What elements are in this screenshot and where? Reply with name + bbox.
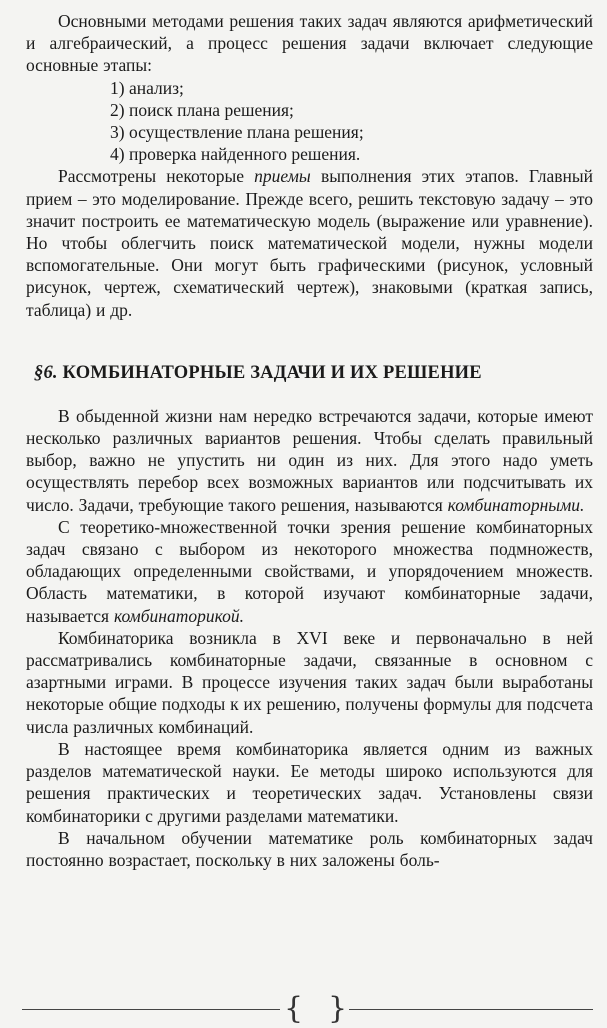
paragraph-text: С теоретико-множественной точки зрения решение комбинаторных задач связано с выбором из некоторого множества подмножеств, обладающих определенными свойствами, и упорядочением множеств. Область математики, в которой изучают комбинаторные задачи, называется (26, 516, 593, 626)
term-emphasis: комбинаторными. (447, 494, 585, 515)
stage-item: 4) проверка найденного решения. (110, 144, 361, 165)
paragraph-primary-education: В начальном обучении математике роль комбинаторных задач постоянно возрастает, поскольку в них заложены боль- (26, 827, 593, 870)
footer-brace-open: { (284, 991, 304, 1026)
page-footer (22, 988, 593, 1028)
paragraph-set-theory (26, 516, 593, 627)
paragraph-combinatorial-tasks (26, 405, 593, 516)
methods-paragraph (26, 165, 593, 320)
term-emphasis: комбинаторикой. (113, 605, 244, 626)
paragraph-text: В обыденной жизни нам нередко встречаются задачи, которые имеют несколько различных вариантов решения. Чтобы сделать правильный выбор, важно не упустить ни один из них. Для этого надо уметь осуществлять перебор всех возможных вариантов или подсчитывать их число. Задачи, требующие такого решения, называются (26, 405, 593, 515)
footer-rule-left (22, 1009, 280, 1010)
methods-text-after: выполнения этих этапов. Главный прием – это моделирование. Прежде всего, решить текстовую задачу – это значит построить ее математическую модель (выражение или уравнение). Но чтобы облегчить поиск математической модели, нужны модели вспомогательные. Они могут быть графическими (рисунок, условный рисунок, чертеж, схематический чертеж), знаковыми (краткая запись, таблица) и др. (26, 166, 593, 320)
stage-item: 3) осуществление плана решения; (110, 122, 364, 143)
methods-emphasis: приемы (254, 166, 311, 187)
methods-text-before: Рассмотрены некоторые (58, 166, 255, 187)
solution-stages-list (110, 77, 593, 166)
section-number: §6. (34, 362, 58, 383)
section-title: КОМБИНАТОРНЫЕ ЗАДАЧИ И ИХ РЕШЕНИЕ (57, 362, 482, 383)
stage-item: 1) анализ; (110, 77, 184, 98)
stage-item: 2) поиск плана решения; (110, 99, 294, 120)
paragraph-history: Комбинаторика возникла в XVI веке и первоначально в ней рассматривались комбинаторные задачи, связанные в основном с азартными играми. В процессе изучения таких задач были выработаны некоторые общие подходы к их решению, получены формулы для подсчета числа различных комбинаций. (26, 627, 593, 737)
section-heading (34, 361, 593, 385)
footer-rule-right (349, 1009, 593, 1010)
footer-brace-close: } (328, 991, 348, 1026)
paragraph-modern: В настоящее время комбинаторика является одним из важных разделов математической науки. Ее методы широко используются для решения практических и теоретических задач. Установлены связи комбинаторики с другими разделами математики. (26, 738, 593, 826)
intro-paragraph: Основными методами решения таких задач являются арифметический и алгебраический, а процесс решения задачи включает следующие основные этапы: (26, 11, 593, 76)
